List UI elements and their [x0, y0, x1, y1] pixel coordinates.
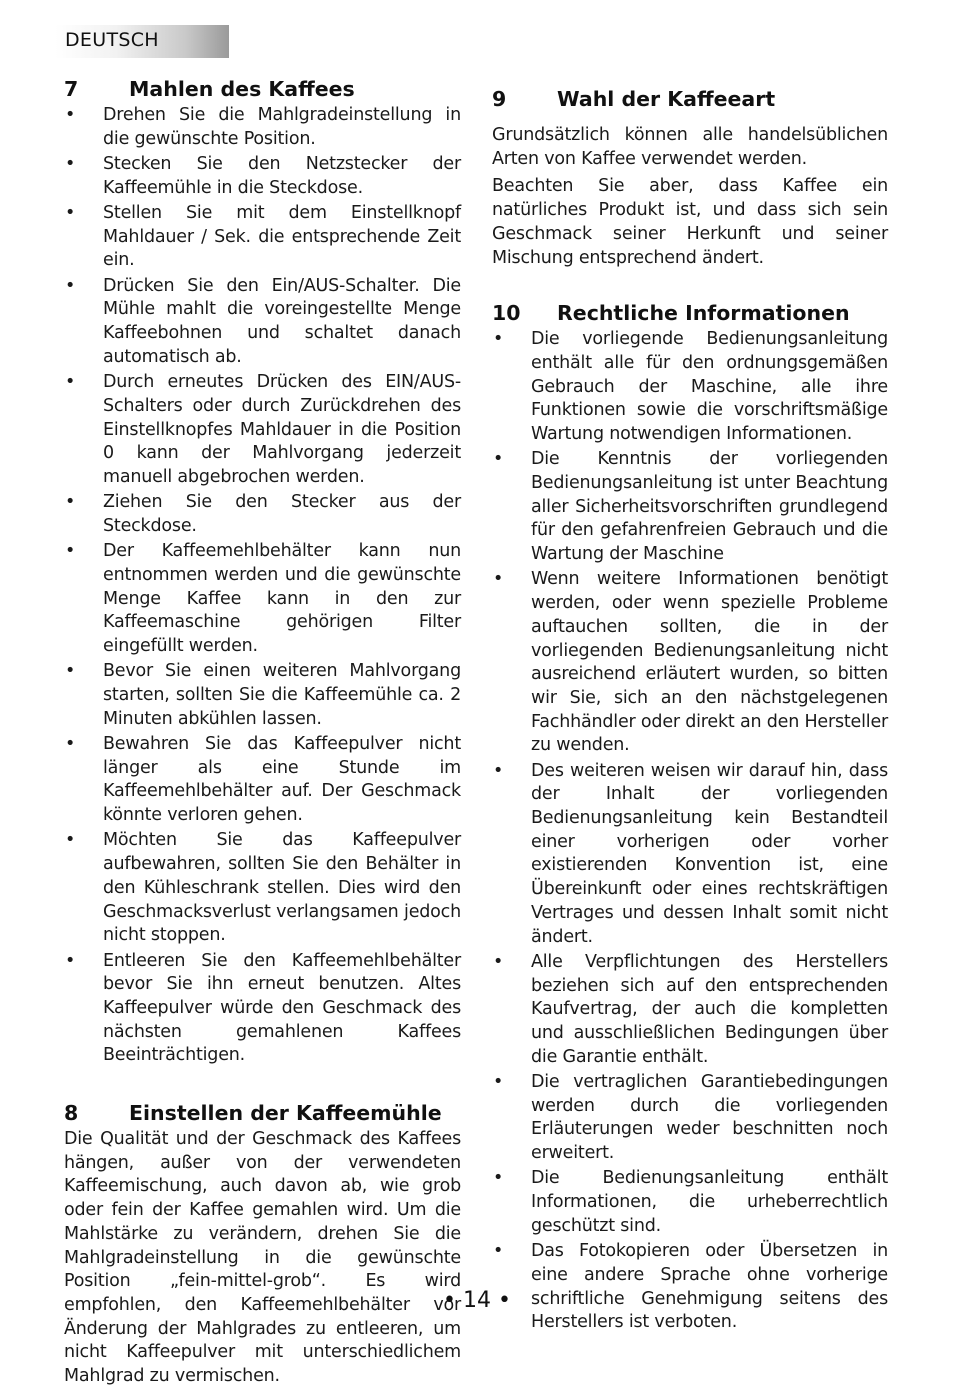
list-item: • Drehen Sie die Mahlgradeinstellung in die gewünschte Position.	[64, 105, 461, 149]
left-column	[64, 74, 461, 1389]
section-9-heading	[492, 84, 888, 114]
list-item: • Drücken Sie den Ein/AUS-Schalter. Die Mühle mahlt die voreingestellte Menge Kaffeebohnen und schaltet danach automatisch ab.	[64, 275, 461, 367]
list-item: • Die vertraglichen Garantiebedingungen werden durch die vorliegenden Erläuterungen weder beschnitten noch erweitert.	[492, 1071, 888, 1164]
bullet-icon: •	[492, 1241, 504, 1262]
bullet-icon: •	[64, 661, 76, 682]
bullet-icon: •	[492, 951, 504, 972]
list-item: • Stellen Sie mit dem Einstellknopf Mahldauer / Sek. die entsprechende Zeit ein.	[64, 203, 461, 271]
bullet-icon: •	[64, 203, 76, 223]
bullet-icon: •	[64, 275, 76, 296]
bullet-icon: •	[64, 492, 76, 513]
section-8-heading	[64, 1098, 461, 1128]
list-item: • Alle Verpflichtungen des Herstellers beziehen sich auf den entsprechenden Kaufvertrag, der auch die kompletten und ausschließlichen Bedingungen über die Garantie enthält.	[492, 951, 888, 1067]
section-10-number: 10	[492, 301, 521, 326]
section-7-heading	[64, 74, 461, 104]
section-10-heading	[492, 298, 888, 328]
right-column	[492, 84, 888, 1337]
list-item: • Entleeren Sie den Kaffeemehlbehälter bevor Sie ihn erneut benutzen. Altes Kaffeepulver würde den Geschmack des nächsten gemahlenen Kaffees Beeinträchtigen.	[64, 950, 461, 1066]
section-8-paragraph: Die Qualität und der Geschmack des Kaffees hängen, außer von der verwendeten Kaffeemischung, auch davon ab, wie grob oder fein der Kaffee gemahlen wird. Um die Mahlstärke zu verändern, drehen Sie die Mahlgradeinstellung in die gewünschte Position „fein-mittel-grob“. Es wird empfohlen, den Kaffeemehlbehälter vor Änderung der Mahlgrades zu entleeren, um nicht Kaffeepulver mit unterschiedlichem Mahlgrad zu vermischen.	[64, 1129, 461, 1387]
section-10-title: Rechtliche Informationen	[557, 301, 850, 326]
page-number: • 14 •	[443, 1288, 511, 1313]
list-item: • Die Bedienungsanleitung enthält Informationen, die urheberrechtlich geschützt sind.	[492, 1168, 888, 1236]
bullet-icon: •	[492, 1168, 504, 1189]
list-item: • Die Kenntnis der vorliegenden Bedienungsanleitung ist unter Beachtung aller Sicherheitsvorschriften grundlegend für den gefahrenfreien Gebrauch und die Wartung der Maschine	[492, 449, 888, 565]
list-item: • Der Kaffeemehlbehälter kann nun entnommen werden und die gewünschte Menge Kaffee kann in den zur Kaffeemaschine gehörigen Filter eingefüllt werden.	[64, 541, 461, 657]
list-item: • Wenn weitere Informationen benötigt werden, oder wenn spezielle Probleme auftauchen sollten, die in der vorliegenden Bedienungsanleitung nicht ausreichend erläutert wurden, so bitten wir Sie, sich an den nächstgelegenen Fachhändler oder direkt an den Hersteller zu wenden.	[492, 569, 889, 756]
bullet-icon: •	[64, 372, 76, 393]
section-7-number: 7	[64, 77, 79, 101]
section-9-paragraph-2: Beachten Sie aber, dass Kaffee ein natürliches Produkt ist, und dass sich sein Geschmack seiner Herkunft und seiner Mischung entsprechend ändert.	[492, 176, 888, 268]
section-8-number: 8	[64, 1101, 79, 1126]
section-7-list	[64, 104, 461, 1068]
list-item: • Bevor Sie einen weiteren Mahlvorgang starten, sollten Sie die Kaffeemühle ca. 2 Minuten abkühlen lassen.	[64, 661, 461, 729]
section-9-title: Wahl der Kaffeeart	[557, 87, 776, 111]
list-item: • Möchten Sie das Kaffeepulver aufbewahren, sollten Sie den Behälter in den Kühleschrank stellen. Dies wird den Geschmacksverlust verlangsamen jedoch nicht stoppen.	[64, 830, 461, 946]
bullet-icon: •	[64, 154, 76, 174]
bullet-icon: •	[492, 329, 504, 350]
list-item: • Das Fotokopieren oder Übersetzen in eine andere Sprache ohne vorherige schriftliche Genehmigung seitens des Herstellers ist verboten.	[492, 1241, 888, 1333]
section-10-list	[492, 328, 888, 1335]
list-item: • Bewahren Sie das Kaffeepulver nicht länger als eine Stunde im Kaffeemehlbehälter auf. Der Geschmack könnte verloren gehen.	[64, 734, 461, 826]
section-9-paragraph-1: Grundsätzlich können alle handelsüblichen Arten von Kaffee verwendet werden.	[492, 125, 888, 169]
section-8-title: Einstellen der Kaffeemühle	[129, 1101, 442, 1126]
list-item: • Die vorliegende Bedienungsanleitung enthält alle für den ordnungsgemäßen Gebrauch der Maschine, alle ihre Funktionen sowie die vorschriftsmäßige Wartung notwendigen Informationen.	[492, 329, 888, 445]
section-7-title: Mahlen des Kaffees	[129, 77, 355, 101]
list-item: • Stecken Sie den Netzstecker der Kaffeemühle in die Steckdose.	[64, 154, 461, 198]
bullet-icon: •	[64, 734, 76, 755]
bullet-icon: •	[64, 541, 76, 562]
list-item: • Durch erneutes Drücken des EIN/AUS-Schalters oder durch Zurückdrehen des Einstellknopfes Mahldauer in die Position 0 kann der Mahlvorgang jederzeit manuell abgebrochen werden.	[64, 372, 461, 487]
section-9-number: 9	[492, 87, 507, 111]
list-item: • Ziehen Sie den Stecker aus der Steckdose.	[64, 492, 461, 536]
bullet-icon: •	[492, 1071, 504, 1092]
bullet-icon: •	[64, 950, 76, 971]
language-label: DEUTSCH	[55, 25, 229, 58]
bullet-icon: •	[492, 569, 504, 590]
bullet-icon: •	[492, 449, 504, 470]
list-item: • Des weiteren weisen wir darauf hin, dass der Inhalt der vorliegenden Bedienungsanleitung kein Bestandteil einer vorherigen oder vorher existierenden Konvention ist, eine Übereinkunft oder eines rechtskräftigen Vertrages und dessen Inhalt somit nicht ändert.	[492, 760, 888, 947]
bullet-icon: •	[492, 760, 504, 781]
bullet-icon: •	[64, 830, 76, 851]
bullet-icon: •	[64, 105, 76, 125]
